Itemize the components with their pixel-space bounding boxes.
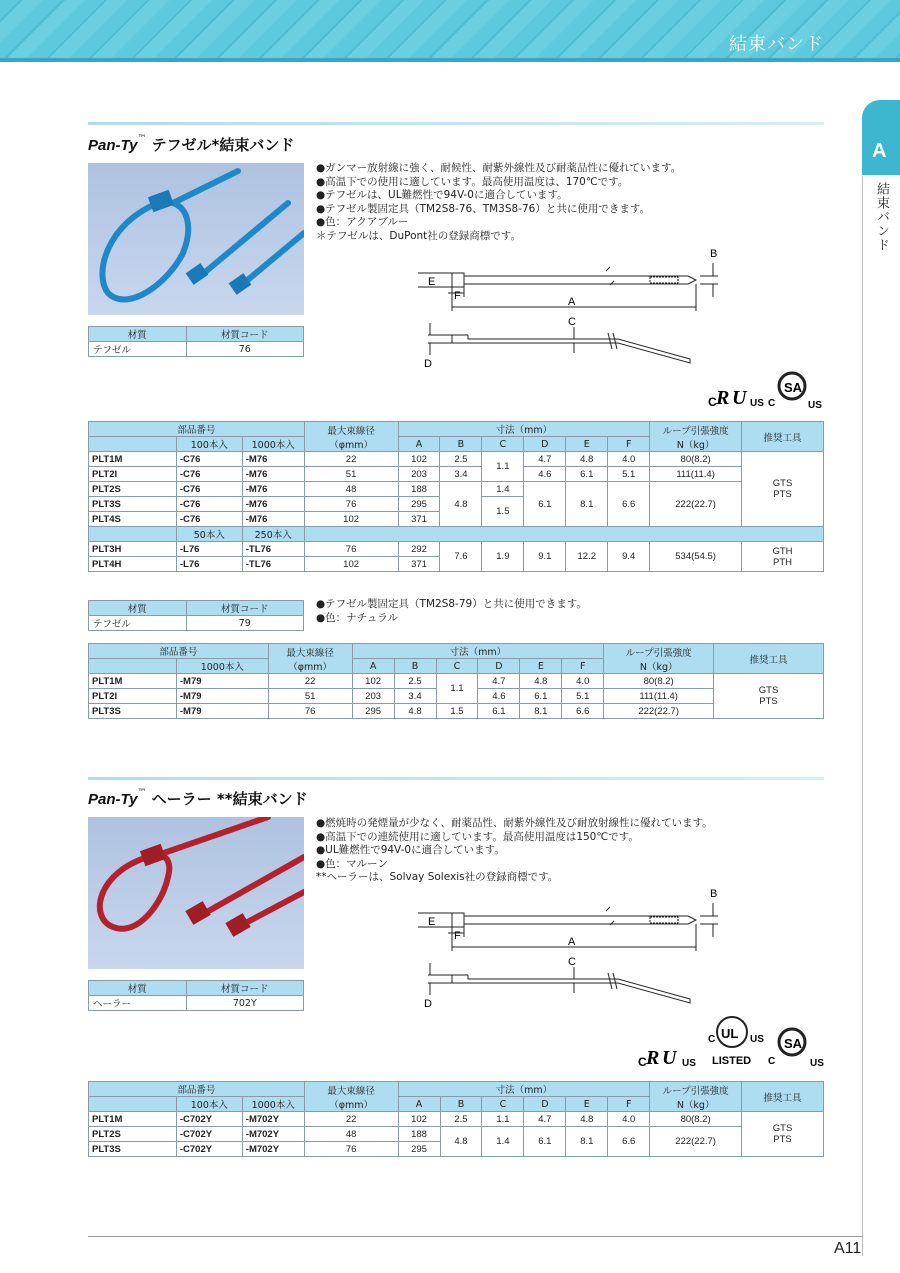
dimension-diagram [418,245,728,375]
page-category-title: 結束バンド [729,34,824,55]
dim-label-f: F [454,290,461,302]
ur-ul-csa-cert-icon [636,1014,828,1070]
feature-item: ●燃焼時の発煙量が少なく、耐薬品性、耐紫外線性及び耐放射線性に優れています。 [316,817,713,829]
svg-text:C: C [768,398,776,409]
table-row: PLT3S -M79 76 295 4.8 1.5 6.1 8.1 6.6 222(22.7) [89,704,824,719]
spec-table-76: 部品番号 最大束線径 （φmm） 寸法（mm） ループ引張強度 N（kg） 推奨工具 100本入 1000本入 A B C D E F PLT1M -C76 -M76 22 102 2.5 1.1 4.7 4.8 4.0 80(8.2) GTS PTS PLT2I -C76 -M76 51 203 3.4 4.6 6.1 5.1 111(11.4) PLT2S -C76 -M76 48 188 4.8 1.4 6.1 8.1 6.6 222(22.7) PLT3S -C76 -M76 76 295 1.5 PLT4S -C76 -M76 102 371 50本入 250本入 PLT3H -L76 -TL76 76 292 7.6 1.9 9.1 12.2 9.4 534(54.5) GTH PTH PLT4H -L76 -TL76 102 371 [88,421,824,572]
table-row: PLT2I -C76 -M76 51 203 3.4 4.6 6.1 5.1 111(11.4) [89,467,824,482]
dim-label-b: B [710,248,718,260]
material-table-3: 材質 材質コード ヘーラー 702Y [88,980,304,1011]
feature-item: ●色：マルーン [316,857,388,870]
dim-label-e: E [428,276,436,288]
section-title: Pan-Ty™ ヘーラー **結束バンド [88,788,308,808]
table-row: PLT1M -C76 -M76 22 102 2.5 1.1 4.7 4.8 4.0 80(8.2) GTS PTS [89,452,824,467]
svg-text:LISTED: LISTED [712,1055,752,1067]
feature-item: ●高温下での使用に適しています。最高使用温度は、170℃です。 [316,175,629,188]
ur-csa-cert-icon [706,368,826,412]
svg-text:US: US [808,400,822,411]
side-tab-letter: A [872,140,887,162]
feature-item: ●テフゼルは、UL難燃性で94V-0に適合しています。 [316,189,568,202]
spec-table-79: 部品番号 最大束線径 （φmm） 寸法（mm） ループ引張強度 N（kg） 推奨工具 1000本入 A B C D E F PLT1M -M79 22 102 2.5 1.1 4.7 4.8 4.0 80(8.2) GTS PTS PLT2I -M79 51 203 3.4 4.6 6.1 5.1 111(11.4) PLT3S -M79 76 295 4.8 1.5 6.1 8.1 6.6 222(22.7) [88,643,824,719]
table-row: PLT4H -L76 -TL76 102 371 [89,557,824,572]
svg-text:U: U [732,387,747,409]
feature-list [316,817,713,885]
dim-label-c: C [568,316,576,328]
svg-text:C: C [638,1055,647,1069]
section-rule [88,122,824,125]
feature-item: ●高温下での連続使用に適しています。最高使用温度は150℃です。 [316,830,639,843]
dim-label-d: D [424,358,432,370]
svg-text:U: U [662,1047,677,1069]
table-row: PLT4S -C76 -M76 102 371 [89,512,824,527]
dimension-diagram [418,885,728,1015]
side-tab [862,100,900,175]
feature-item: ●色：ナチュラル [316,611,399,624]
svg-text:SA: SA [784,380,803,395]
footer-rule [88,1236,862,1237]
table-row: PLT3S -C702Y -M702Y 76 295 [89,1142,824,1157]
svg-text:UL: UL [721,1026,739,1041]
side-divider [862,176,863,1256]
table-row: PLT1M -C702Y -M702Y 22 102 2.5 1.1 4.7 4.8 4.0 80(8.2) GTS PTS [89,1112,824,1127]
brand-name: Pan-Ty [88,137,138,154]
spec-table-702y: 部品番号 最大束線径 （φmm） 寸法（mm） ループ引張強度 N（kg） 推奨工具 100本入 1000本入 A B C D E F PLT1M -C702Y -M702Y 22 102 2.5 1.1 4.7 4.8 4.0 80(8.2) GTS PTS PLT2S -C702Y -M702Y 48 188 4.8 1.4 6.1 8.1 6.6 222(22.7) PLT3S -C702Y -M702Y 76 295 [88,1081,824,1157]
section-title: Pan-Ty™ テフゼル*結束バンド [88,134,295,154]
table-row: PLT2S -C76 -M76 48 188 4.8 1.4 6.1 8.1 6.6 222(22.7) [89,482,824,497]
table-row: PLT3H -L76 -TL76 76 292 7.6 1.9 9.1 12.2 9.4 534(54.5) GTH PTH [89,542,824,557]
table-row: PLT2I -M79 51 203 3.4 4.6 6.1 5.1 111(11.4) [89,689,824,704]
table-row: PLT1M -M79 22 102 2.5 1.1 4.7 4.8 4.0 80(8.2) GTS PTS [89,674,824,689]
feature-list [316,162,681,244]
feature-list-2 [316,598,587,625]
feature-item: **ヘーラーは、Solvay Solexis社の登録商標です。 [316,871,559,884]
brand-name: Pan-Ty [88,791,138,808]
svg-text:C: C [708,1034,716,1045]
table-row: PLT3S -C76 -M76 76 295 1.5 [89,497,824,512]
dim-label-b: B [710,888,718,900]
table-row: PLT2S -C702Y -M702Y 48 188 4.8 1.4 6.1 8.1 6.6 222(22.7) [89,1127,824,1142]
feature-item: ●テフゼル製固定具（TM2S8-79）と共に使用できます。 [316,598,587,610]
svg-text:C: C [768,1056,776,1067]
material-table-2: 材質 材質コード テフゼル 79 [88,600,304,631]
svg-text:SA: SA [784,1036,803,1051]
svg-text:US: US [810,1058,824,1069]
dim-label-e: E [428,916,436,928]
dim-label-a: A [568,936,576,948]
dim-label-c: C [568,956,576,968]
svg-text:US: US [682,1058,696,1069]
feature-item: ●色：アクアブルー [316,216,409,229]
page-number: A11 [834,1240,862,1257]
svg-text:C: C [708,395,717,409]
product-photo-maroon [88,817,304,969]
svg-text:US: US [750,1034,764,1045]
svg-text:R: R [716,387,730,409]
dim-label-a: A [568,296,576,308]
product-photo-blue [88,163,304,315]
material-table: 材質 材質コード テフゼル 76 [88,326,304,357]
svg-text:US: US [750,398,764,409]
feature-item: ●テフゼル製固定具（TM2S8-76、TM3S8-76）と共に使用できます。 [316,202,651,215]
section-rule [88,777,824,780]
side-tab-label: 結束バンド [874,182,889,252]
feature-item: ＊テフゼルは、DuPont社の登録商標です。 [316,229,521,242]
svg-text:R: R [646,1047,660,1069]
dim-label-d: D [424,998,432,1010]
feature-item: ●UL難燃性で94V-0に適合しています。 [316,844,505,857]
feature-item: ●ガンマー放射線に強く、耐候性、耐紫外線性及び耐薬品性に優れています。 [316,162,682,174]
dim-label-f: F [454,930,461,942]
